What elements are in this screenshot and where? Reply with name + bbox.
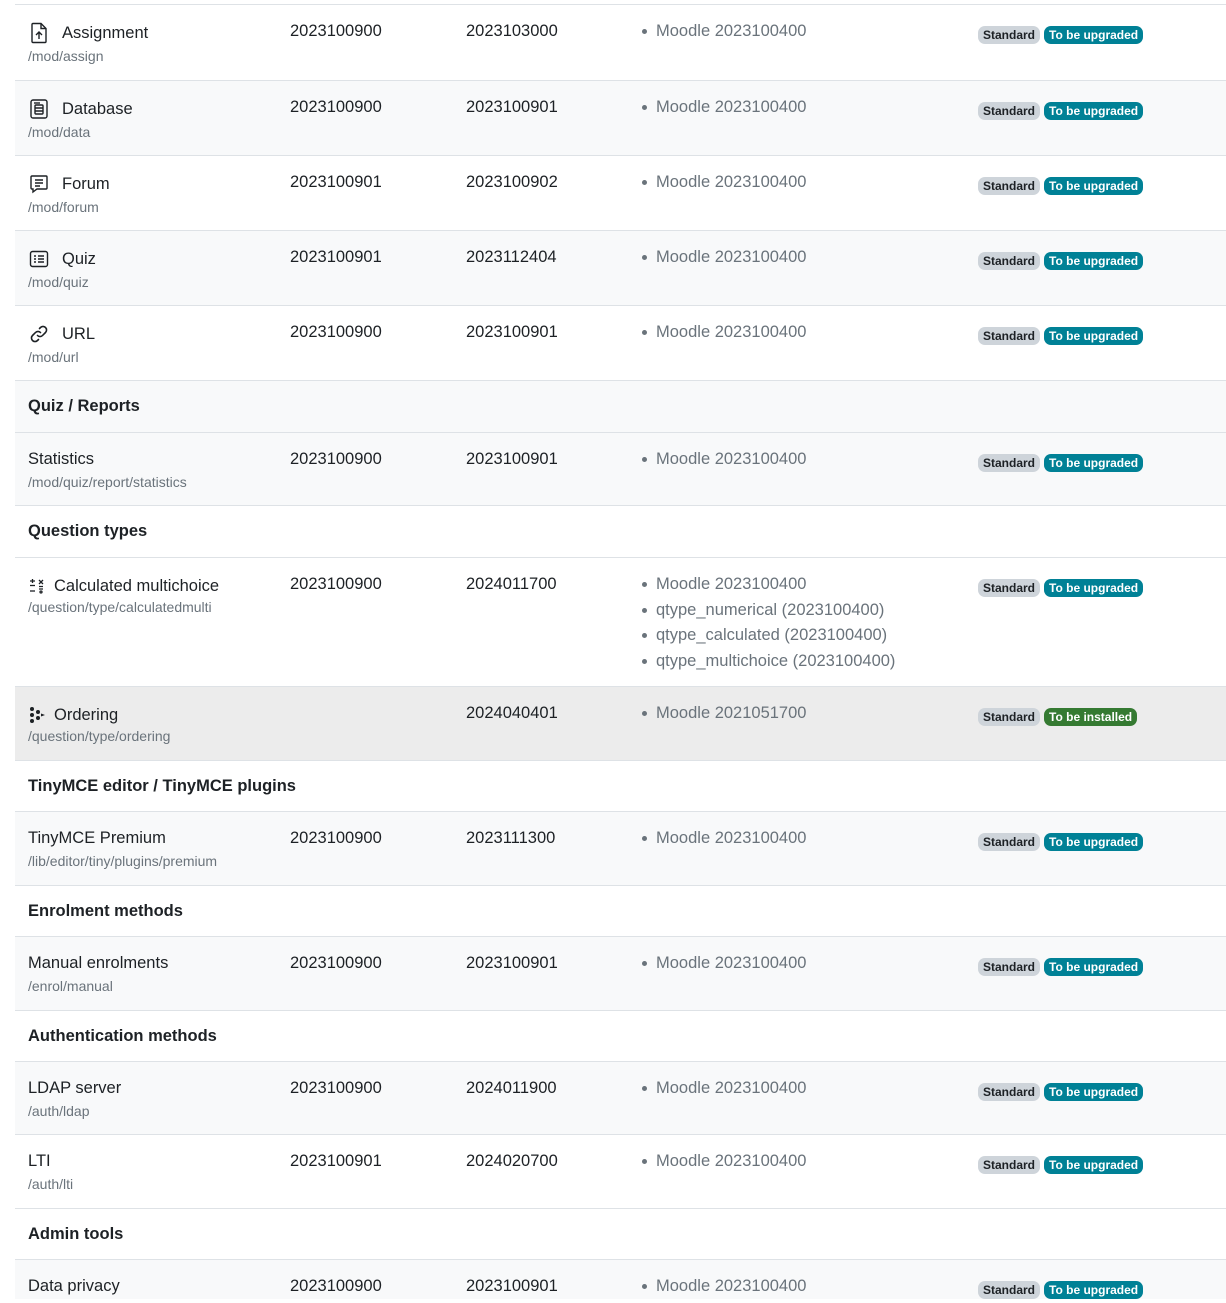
dependency-item: Moodle 2023100400 (641, 22, 806, 48)
new-version: 2023100902 (466, 173, 558, 191)
source-badge: Standard (978, 454, 1040, 472)
database-icon (28, 98, 50, 120)
status-badges (978, 327, 1143, 345)
plugin-name (28, 1277, 120, 1296)
status-badge: To be upgraded (1044, 252, 1143, 270)
dependency-item: Moodle 2021051700 (641, 704, 806, 730)
quiz-icon (28, 248, 50, 270)
plugin-row (15, 1134, 1226, 1208)
plugin-type-title: Authentication methods (28, 1026, 217, 1045)
dependencies-list (641, 1277, 806, 1303)
dependencies-list (641, 173, 806, 199)
current-version: 2023100901 (290, 173, 382, 191)
forum-icon (28, 173, 50, 195)
source-badge: Standard (978, 252, 1040, 270)
status-badge: To be upgraded (1044, 454, 1143, 472)
status-badges (978, 1083, 1143, 1101)
plugin-name (28, 704, 118, 726)
source-badge: Standard (978, 102, 1040, 120)
plugin-name (28, 954, 168, 973)
plugin-name (28, 98, 133, 120)
current-version: 2023100900 (290, 829, 382, 847)
plugin-type-header (15, 505, 1226, 557)
source-badge: Standard (978, 708, 1040, 726)
plugin-display-name: Data privacy (28, 1277, 120, 1295)
current-version: 2023100901 (290, 248, 382, 266)
plugin-display-name: Forum (62, 174, 110, 193)
new-version: 2023100901 (466, 98, 558, 116)
plugin-type-title: Question types (28, 522, 148, 540)
plugin-row (15, 1061, 1226, 1134)
plugin-type-title: Quiz / Reports (28, 397, 140, 415)
dependency-item: Moodle 2023100400 (641, 248, 806, 274)
plugin-display-name: Manual enrolments (28, 954, 169, 972)
new-version: 2023100901 (466, 954, 558, 972)
plugin-row (15, 155, 1226, 230)
new-version: 2023103000 (466, 22, 558, 40)
plugin-path: /question/type/calculatedmulti (28, 599, 212, 615)
plugin-display-name: Statistics (28, 450, 95, 468)
status-badge: To be upgraded (1044, 177, 1143, 195)
plugin-name (28, 173, 110, 195)
current-version: 2023100900 (290, 575, 382, 593)
plugin-row (15, 230, 1226, 305)
plugin-type-header (15, 760, 1226, 811)
status-badges (978, 454, 1143, 472)
plugin-row (15, 557, 1226, 686)
dependency-item: qtype_numerical (2023100400) (641, 601, 895, 627)
plugin-display-name: Database (62, 99, 133, 118)
source-badge: Standard (978, 833, 1040, 851)
plugin-display-name: Calculated multichoice (54, 576, 220, 595)
source-badge: Standard (978, 26, 1040, 44)
plugin-path: /mod/url (28, 349, 79, 365)
plugin-path: /mod/quiz/report/statistics (28, 474, 187, 490)
new-version: 2024020700 (466, 1152, 558, 1170)
dependencies-list (641, 954, 806, 980)
dependency-item: Moodle 2023100400 (641, 173, 806, 199)
plugin-row (15, 1259, 1226, 1299)
dependency-item: qtype_multichoice (2023100400) (641, 652, 895, 678)
new-version: 2024011700 (466, 575, 557, 593)
plugin-path: /mod/data (28, 124, 91, 140)
status-badges (978, 1281, 1143, 1299)
current-version: 2023100900 (290, 98, 382, 116)
dependency-item: qtype_calculated (2023100400) (641, 626, 895, 652)
source-badge: Standard (978, 327, 1040, 345)
dependency-item: Moodle 2023100400 (641, 1152, 806, 1178)
current-version: 2023100901 (290, 1152, 382, 1170)
status-badges (978, 1156, 1143, 1174)
plugin-name (28, 1152, 51, 1171)
plugin-path: /mod/forum (28, 199, 99, 215)
plugin-path: /auth/lti (28, 1176, 74, 1192)
status-badge: To be upgraded (1044, 1156, 1143, 1174)
new-version: 2024011900 (466, 1079, 557, 1097)
current-version: 2023100900 (290, 1079, 382, 1097)
dependencies-list (641, 829, 806, 855)
status-badges (978, 102, 1143, 120)
plugin-path: /mod/quiz (28, 274, 89, 290)
new-version: 2023111300 (466, 829, 556, 847)
dependencies-list (641, 704, 806, 730)
plugin-path: /mod/assign (28, 48, 104, 64)
current-version: 2023100900 (290, 1277, 382, 1295)
plugin-name (28, 829, 166, 848)
plugin-type-title: Admin tools (28, 1224, 124, 1243)
dependencies-list (641, 22, 806, 48)
plugin-row (15, 686, 1226, 760)
status-badge: To be upgraded (1044, 26, 1143, 44)
dependencies-list (641, 323, 806, 349)
dependency-item: Moodle 2023100400 (641, 575, 895, 601)
plugin-path: /lib/editor/tiny/plugins/premium (28, 853, 218, 869)
plugin-type-header (15, 380, 1226, 432)
plugin-name (28, 248, 96, 270)
plugin-display-name: LDAP server (28, 1079, 122, 1097)
status-badges (978, 177, 1143, 195)
dependencies-list (641, 98, 806, 124)
plugin-display-name: URL (62, 324, 96, 343)
dependency-item: Moodle 2023100400 (641, 98, 806, 124)
plugin-row (15, 80, 1226, 155)
dependency-item: Moodle 2023100400 (641, 450, 806, 476)
plugin-type-header (15, 1208, 1226, 1259)
ordering-icon (28, 704, 46, 726)
status-badges (978, 833, 1143, 851)
plugin-row (15, 305, 1226, 380)
status-badges (978, 708, 1137, 726)
dependencies-list (641, 1152, 806, 1178)
assignment-icon (28, 22, 50, 44)
plugin-name (28, 22, 148, 44)
current-version: 2023100900 (290, 22, 382, 40)
plugin-path: /question/type/ordering (28, 728, 171, 744)
status-badges (978, 579, 1143, 597)
plugin-name (28, 1079, 121, 1098)
plugin-type-header (15, 1010, 1226, 1061)
plugin-display-name: TinyMCE Premium (28, 829, 166, 847)
new-version: 2023100901 (466, 450, 558, 468)
source-badge: Standard (978, 1156, 1040, 1174)
source-badge: Standard (978, 1281, 1040, 1299)
plugin-display-name: Assignment (62, 23, 149, 42)
plugin-path: /enrol/manual (28, 978, 113, 994)
status-badge: To be installed (1044, 708, 1137, 726)
status-badge: To be upgraded (1044, 833, 1143, 851)
plugin-row (15, 936, 1226, 1010)
dependencies-list (641, 1079, 806, 1105)
plugin-row (15, 811, 1226, 885)
status-badges (978, 26, 1143, 44)
status-badge: To be upgraded (1044, 1281, 1143, 1299)
dependency-item: Moodle 2023100400 (641, 954, 806, 980)
source-badge: Standard (978, 579, 1040, 597)
new-version: 2023112404 (466, 248, 557, 266)
plugin-display-name: LTI (28, 1152, 51, 1170)
plugin-row (15, 4, 1226, 80)
status-badge: To be upgraded (1044, 579, 1143, 597)
current-version: 2023100900 (290, 450, 382, 468)
plugin-display-name: Quiz (62, 249, 96, 268)
status-badges (978, 252, 1143, 270)
plugin-display-name: Ordering (54, 705, 119, 724)
status-badge: To be upgraded (1044, 1083, 1143, 1101)
plugin-type-header (15, 885, 1226, 936)
source-badge: Standard (978, 958, 1040, 976)
plugin-name (28, 450, 94, 469)
plugin-name (28, 323, 95, 345)
plugin-path: /auth/ldap (28, 1103, 90, 1119)
dependency-item: Moodle 2023100400 (641, 829, 806, 855)
status-badge: To be upgraded (1044, 102, 1143, 120)
new-version: 2023100901 (466, 323, 558, 341)
current-version: 2023100900 (290, 954, 382, 972)
plugin-row (15, 432, 1226, 505)
dependency-item: Moodle 2023100400 (641, 1277, 806, 1303)
plugin-type-title: TinyMCE editor / TinyMCE plugins (28, 776, 296, 795)
status-badges (978, 958, 1143, 976)
dependencies-list (641, 450, 806, 476)
current-version: 2023100900 (290, 323, 382, 341)
dependencies-list (641, 248, 806, 274)
status-badge: To be upgraded (1044, 958, 1143, 976)
plugin-type-title: Enrolment methods (28, 901, 183, 920)
dependencies-list (641, 575, 895, 678)
calculated-multichoice-icon (28, 575, 46, 597)
url-link-icon (28, 323, 50, 345)
new-version: 2023100901 (466, 1277, 558, 1295)
new-version: 2024040401 (466, 704, 558, 722)
source-badge: Standard (978, 1083, 1040, 1101)
status-badge: To be upgraded (1044, 327, 1143, 345)
plugin-name (28, 575, 219, 597)
dependency-item: Moodle 2023100400 (641, 1079, 806, 1105)
source-badge: Standard (978, 177, 1040, 195)
dependency-item: Moodle 2023100400 (641, 323, 806, 349)
